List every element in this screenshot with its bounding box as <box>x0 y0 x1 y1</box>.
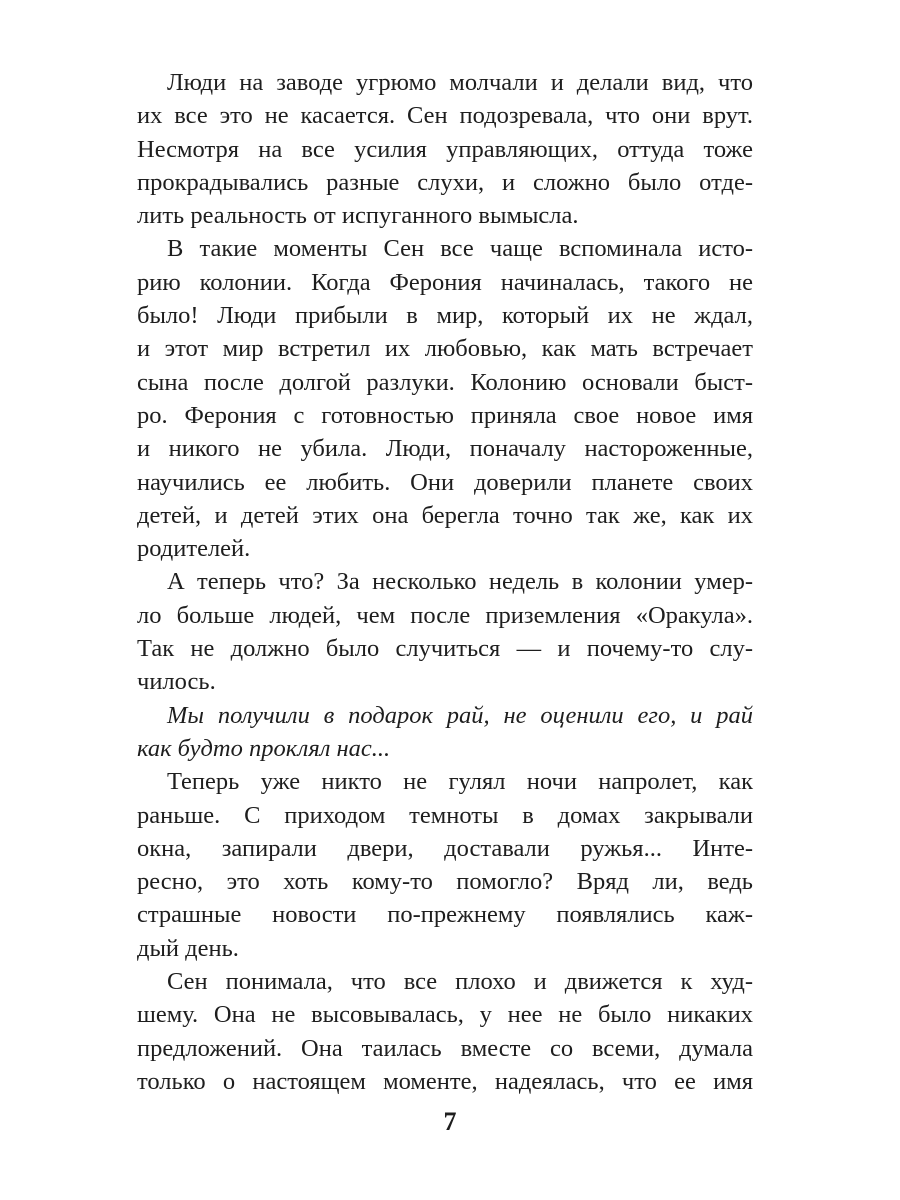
text-line: прокрадывались разные слухи, и сложно было отде- <box>137 168 753 196</box>
text-line: раньше. С приходом темноты в домах закрывали <box>137 801 753 829</box>
text-line: А теперь что? За несколько недель в колонии умер- <box>167 568 753 596</box>
text-line: В такие моменты Сен все чаще вспоминала исто- <box>167 235 753 263</box>
italic-text-line: как будто проклял нас... <box>137 734 391 762</box>
text-line: ло больше людей, чем после приземления «Оракула». <box>137 601 753 629</box>
text-line: страшные новости по-прежнему появлялись каж- <box>137 901 753 929</box>
text-line: научились ее любить. Они доверили планете своих <box>137 468 753 496</box>
text-line: Несмотря на все усилия управляющих, оттуда тоже <box>137 135 753 163</box>
italic-text-line: Мы получили в подарок рай, не оценили его, и рай <box>167 701 753 729</box>
text-line: дый день. <box>137 934 239 962</box>
text-line: предложений. Она таилась вместе со всеми, думала <box>137 1034 753 1062</box>
text-line: их все это не касается. Сен подозревала, что они врут. <box>137 102 753 130</box>
text-line: шему. Она не высовывалась, у нее не было никаких <box>137 1001 753 1029</box>
text-line: детей, и детей этих она берегла точно так же, как их <box>137 501 753 529</box>
text-line: Люди на заводе угрюмо молчали и делали вид, что <box>167 69 753 96</box>
text-line: было! Люди прибыли в мир, который их не ждал, <box>137 302 753 330</box>
text-line: рию колонии. Когда Ферония начиналась, такого не <box>137 268 753 296</box>
page-number: 7 <box>443 1107 457 1136</box>
text-line: Так не должно было случиться — и почему-то слу- <box>137 635 753 663</box>
text-line: сына после долгой разлуки. Колонию основали быст- <box>137 368 753 396</box>
body-text <box>137 66 753 1098</box>
text-line: лить реальность от испуганного вымысла. <box>137 202 579 230</box>
text-line: Теперь уже никто не гулял ночи напролет, как <box>167 768 753 796</box>
text-line: только о настоящем моменте, надеялась, что ее имя <box>137 1067 753 1095</box>
text-line: и никого не убила. Люди, поначалу настороженные, <box>137 435 753 463</box>
text-line: окна, запирали двери, доставали ружья... Инте- <box>137 834 753 862</box>
text-line: Сен понимала, что все плохо и движется к худ- <box>167 968 753 996</box>
text-line: чилось. <box>137 668 216 696</box>
text-line: и этот мир встретил их любовью, как мать встречает <box>137 335 753 363</box>
text-line: родителей. <box>137 535 251 563</box>
text-line: ресно, это хоть кому-то помогло? Вряд ли, ведь <box>137 868 753 896</box>
text-line: ро. Ферония с готовностью приняла свое новое имя <box>137 401 753 429</box>
